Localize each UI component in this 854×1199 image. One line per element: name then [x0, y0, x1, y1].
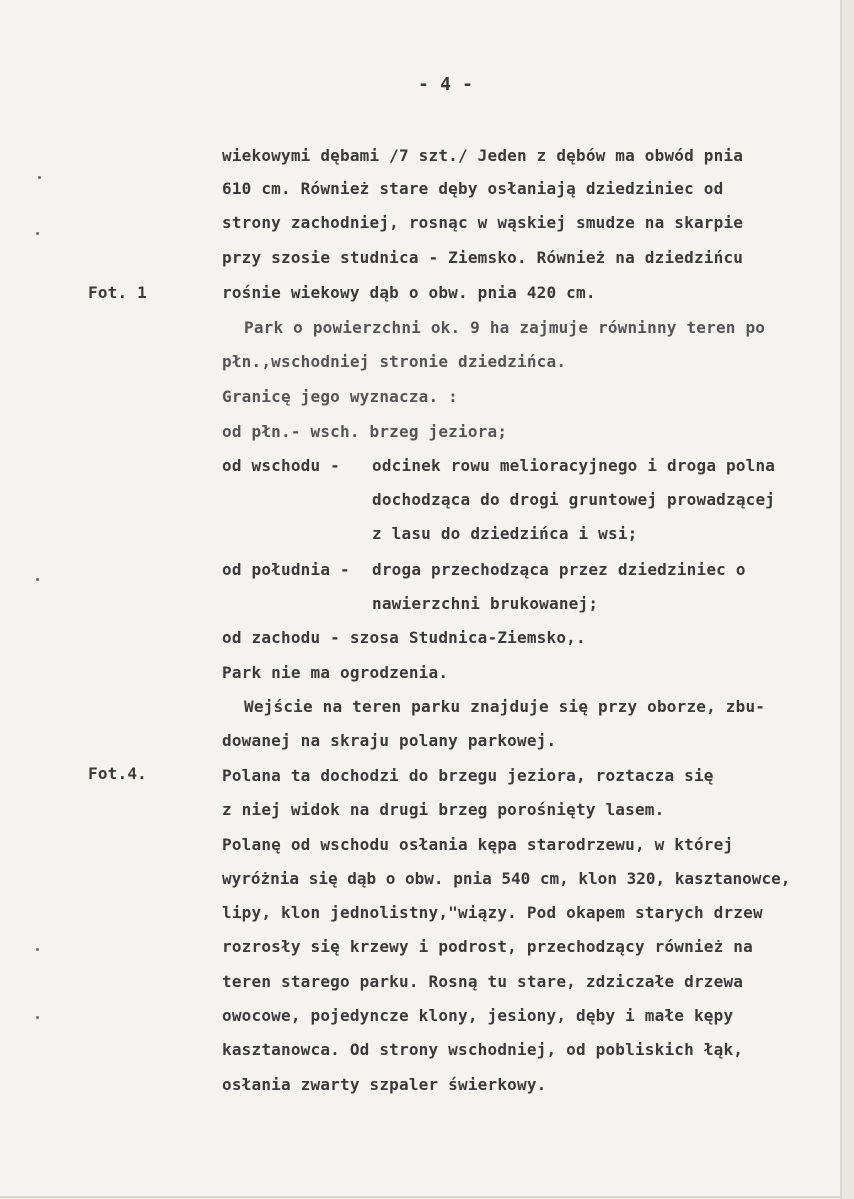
text-line: z lasu do dziedzińca i wsi; [372, 524, 638, 543]
text-line: odcinek rowu melioracyjnego i droga polna [372, 456, 776, 475]
text-line: 610 cm. Również stare dęby osłaniają dziedziniec od [222, 179, 724, 198]
text-line: płn.,wschodniej stronie dziedzińca. [222, 352, 567, 371]
text-line: wyróżnia się dąb o obw. pnia 540 cm, klon 320, kasztanowce, [222, 869, 791, 888]
text-line: droga przechodząca przez dziedziniec o [372, 560, 746, 579]
text-line: osłania zwarty szpaler świerkowy. [222, 1075, 547, 1094]
text-line: rośnie wiekowy dąb o obw. pnia 420 cm. [222, 283, 596, 302]
text-line: wiekowymi dębami /7 szt./ Jeden z dębów ma obwód pnia [222, 146, 744, 165]
page-number: - 4 - [418, 74, 474, 95]
boundary-label: od południa - [222, 560, 350, 579]
margin-mark [36, 578, 39, 581]
text-line: rozrosły się krzewy i podrost, przechodzący również na [222, 937, 753, 956]
margin-mark [38, 176, 41, 179]
text-line: nawierzchni brukowanej; [372, 594, 599, 613]
margin-mark [36, 1016, 39, 1019]
text-line: Park nie ma ogrodzenia. [222, 663, 449, 682]
text-line: Park o powierzchni ok. 9 ha zajmuje równinny teren po [244, 318, 766, 337]
text-line: strony zachodniej, rosnąc w wąskiej smudze na skarpie [222, 213, 744, 232]
boundary-label: od wschodu - [222, 456, 340, 475]
margin-mark [36, 948, 39, 951]
text-line: Granicę jego wyznacza. : [222, 387, 458, 406]
text-line: Wejście na teren parku znajduje się przy oborze, zbu- [244, 697, 766, 716]
margin-mark [36, 232, 39, 235]
text-line: lipy, klon jednolistny,"wiązy. Pod okapem starych drzew [222, 903, 763, 922]
text-line: od zachodu - szosa Studnica-Ziemsko,. [222, 628, 586, 647]
text-line: z niej widok na drugi brzeg porośnięty lasem. [222, 800, 665, 819]
text-line: owocowe, pojedyncze klony, jesiony, dęby i małe kępy [222, 1006, 734, 1025]
text-line: od płn.- wsch. brzeg jeziora; [222, 422, 508, 441]
text-line: kasztanowca. Od strony wschodniej, od pobliskich łąk, [222, 1040, 744, 1059]
margin-note-fot1: Fot. 1 [88, 283, 147, 302]
text-line: Polanę od wschodu osłania kępa starodrzewu, w której [222, 835, 734, 854]
margin-note-fot4: Fot.4. [88, 764, 147, 783]
text-line: Polana ta dochodzi do brzegu jeziora, roztacza się [222, 766, 714, 785]
text-line: dochodząca do drogi gruntowej prowadzącej [372, 490, 776, 509]
text-line: dowanej na skraju polany parkowej. [222, 731, 557, 750]
text-line: teren starego parku. Rosną tu stare, zdziczałe drzewa [222, 972, 744, 991]
text-line: przy szosie studnica - Ziemsko. Również na dziedzińcu [222, 248, 744, 267]
